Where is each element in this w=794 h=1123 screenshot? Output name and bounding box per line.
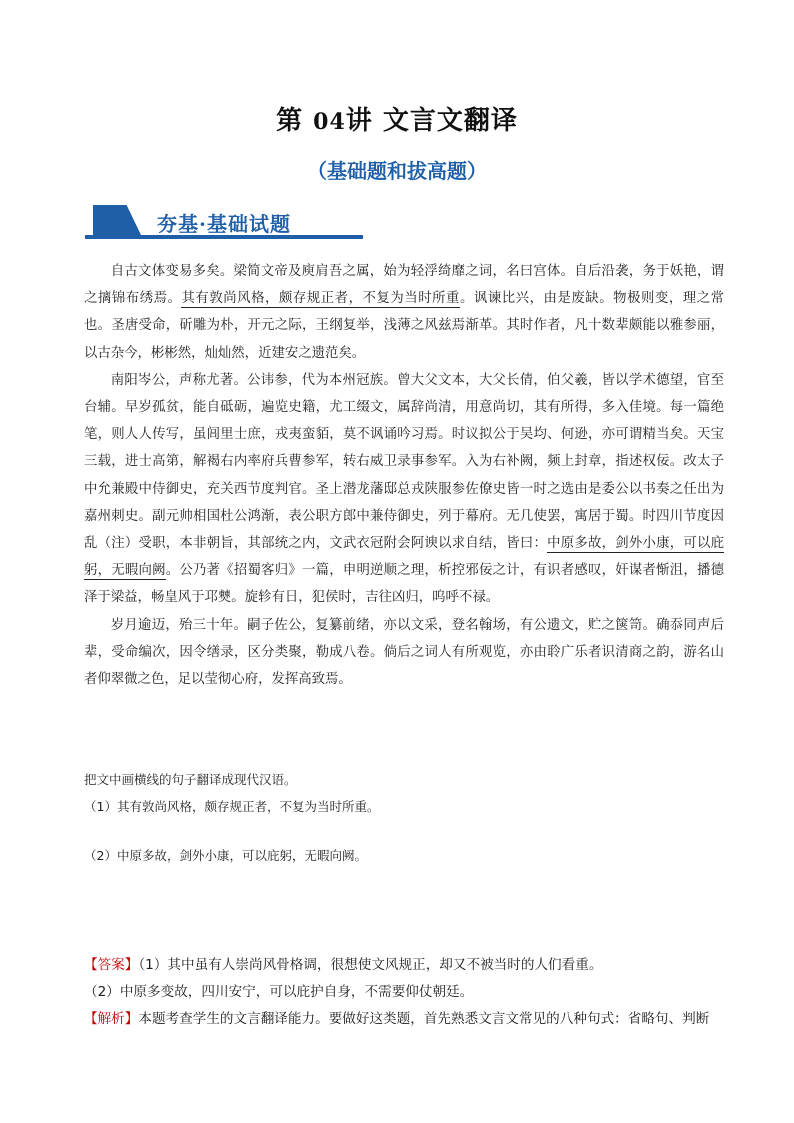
passage-paragraph-2: 南阳岑公，声称尤著。公讳参，代为本州冠族。曾大父文本，大父长倩，伯父羲，皆以学术德望，官至台辅。早岁孤贫，能自砥砺，遍览史籍，尤工缀文，属辞尚清，用意尚切，其有所得，多入佳境。每一篇绝笔，则人人传写，虽闾里士庶，戎夷蛮貊，莫不讽诵吟习焉。时议拟公于吴均、何逊，亦可谓精当矣。天宝三载，进士高第，解褐右内率府兵曹参军，转右威卫录事参军。入为右补阙，频上封章，指述权佞。改太子中允兼殿中侍御史，充关西节度判官。圣上潜龙藩邸总戎陕服参佐僚史皆一时之选由是委公以书奏之任出为嘉州刺史。副元帅相国杜公鸿渐，表公职方郎中兼侍御史，列于幕府。无几使罢，寓居于蜀。时四川节度因乱（注）受职，本非朝旨，其部统之内，文武衣冠附会阿谀以求自结，皆曰：中原多故，剑外小康，可以庇躬，无暇向阙。公乃著《招蜀客归》一篇，申明逆顺之理，析控邪佞之计，有识者感叹，奸谋者惭沮，播德泽于梁益，畅皇风于邛僰。旋轸有日，犯侯时，吉往凶归，呜呼不禄。	[84, 372, 725, 606]
analysis-line: 【解析】本题考查学生的文言翻译能力。要做好这类题，首先熟悉文言文常见的八种句式：省略句、判断	[84, 1011, 710, 1027]
underlined-sentence-1: 其有敦尚风格，颇存规正者，不复为当时所重	[181, 291, 460, 307]
question-2: （2）中原多故，剑外小康，可以庇躬，无暇向阙。	[84, 848, 367, 863]
question-1: （1）其有敦尚风格，颇存规正者，不复为当时所重。	[84, 799, 380, 814]
page-title: 第 04讲 文言文翻译	[276, 106, 518, 136]
passage-paragraph-3: 岁月逾迈，殆三十年。嗣子佐公，复纂前绪，亦以文采，登名翰场，有公遗文，贮之箧笥。确忝同声后辈，受命编次，因令缮录，区分类聚，勒成八卷。倘后之词人有所观览，亦由聆广乐者识清商之韵，游名山者仰翠微之色，足以莹彻心府，发挥高致焉。	[84, 617, 724, 688]
passage-paragraph-1: 自古文体变易多矣。梁简文帝及庾肩吾之属，始为轻浮绮靡之词，名曰宫体。自后沿袭，务于妖艳，谓之摛锦布绣焉。其有敦尚风格，颇存规正者，不复为当时所重。讽谏比兴，由是废缺。物极则变，理之常也。圣唐受命，斫雕为朴，开元之际，王纲复举，浅薄之风兹焉渐革。其时作者，凡十数辈颇能以雅参丽，以古杂今，彬彬然，灿灿然，近建安之遗范矣。	[84, 264, 725, 361]
title-main: 文言文翻译	[382, 106, 518, 136]
answer-tag: 【答案】	[84, 957, 139, 973]
answer-line-1: 【答案】（1）其中虽有人崇尚风骨格调，很想使文风规正，却又不被当时的人们看重。	[84, 957, 603, 973]
banner-triangle-icon	[93, 205, 141, 235]
page-subtitle: （基础题和拔高题）	[307, 159, 487, 183]
lecture-number: 04	[313, 109, 346, 135]
answer-line-2: （2）中原多变故，四川安宁，可以庇护自身，不需要仰仗朝廷。	[84, 984, 474, 1000]
underlined-sentence-2: 中原多故，剑外小康，可以庇躬，无暇向阙	[84, 536, 725, 579]
passage-text	[84, 258, 724, 693]
section-label: 夯基·基础试题	[157, 212, 291, 236]
question-prompt: 把文中画横线的句子翻译成现代汉语。	[84, 772, 297, 787]
analysis-tag: 【解析】	[84, 1011, 139, 1027]
section-banner	[85, 205, 363, 239]
